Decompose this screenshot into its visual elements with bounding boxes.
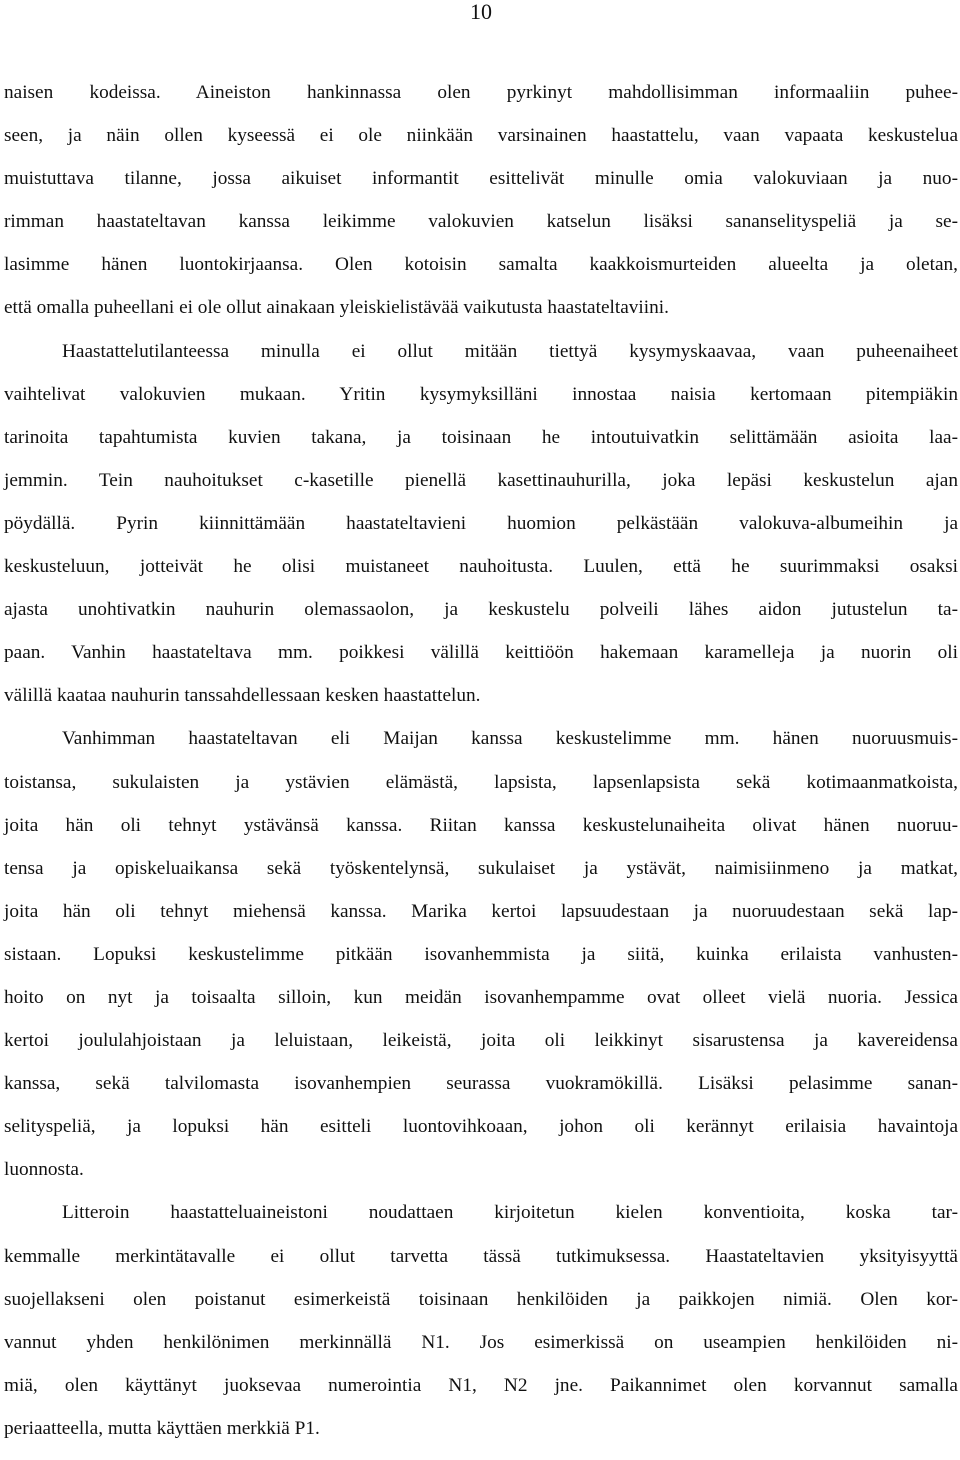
text-line: tensa ja opiskeluaikansa sekä työskentelynsä, sukulaiset ja ystävät, naimisiinmeno ja matkat, <box>4 857 958 879</box>
text-line: kertoi joululahjoistaan ja leluistaan, leikeistä, joita oli leikkinyt sisarustensa ja kavereidensa <box>4 1030 958 1052</box>
text-line: lasimme hänen luontokirjaansa. Olen kotoisin samalta kaakkoismurteiden alueelta ja oletan, <box>4 254 958 276</box>
text-line: vaihtelivat valokuvien mukaan. Yritin kysymyksilläni innostaa naisia kertomaan pitempiäkin <box>4 383 958 405</box>
text-line: miä, olen käyttänyt juoksevaa numerointia N1, N2 jne. Paikannimet olen korvannut samalla <box>4 1374 958 1396</box>
text-line: kanssa, sekä talvilomasta isovanhempien seurassa vuokramökillä. Lisäksi pelasimme sanan- <box>4 1073 958 1095</box>
text-line: ajasta unohtivatkin nauhurin olemassaolon, ja keskustelu polveili lähes aidon jutustelun ta- <box>4 599 958 621</box>
text-line: pöydällä. Pyrin kiinnittämään haastateltavieni huomion pelkästään valokuva-albumeihin ja <box>4 512 958 534</box>
text-line: hoito on nyt ja toisaalta silloin, kun meidän isovanhempamme ovat olleet vielä nuoria. Jessica <box>4 986 958 1008</box>
text-line: selityspeliä, ja lopuksi hän esitteli luontovihkoaan, johon oli kerännyt erilaisia havaintoja <box>4 1116 958 1138</box>
text-line: Vanhimman haastateltavan eli Maijan kanssa keskustelimme mm. hänen nuoruusmuis- <box>62 728 958 750</box>
text-line: seen, ja näin ollen kyseessä ei ole niinkään varsinainen haastattelu, vaan vapaata keskustelua <box>4 125 958 147</box>
text-line: sistaan. Lopuksi keskustelimme pitkään isovanhemmista ja siitä, kuinka erilaista vanhusten- <box>4 943 958 965</box>
text-line: naisen kodeissa. Aineiston hankinnassa olen pyrkinyt mahdollisimman informaaliin puhee- <box>4 82 958 103</box>
text-line: toistansa, sukulaisten ja ystävien elämästä, lapsista, lapsenlapsista sekä kotimaanmatkoista, <box>4 771 958 793</box>
text-line: rimman haastateltavan kanssa leikimme valokuvien katselun lisäksi sananselityspeliä ja se- <box>4 211 958 233</box>
body-text <box>4 71 958 1450</box>
page-number: 10 <box>470 0 492 24</box>
paragraph <box>4 330 958 718</box>
paragraph <box>4 717 958 1191</box>
text-line: luonnosta. <box>4 1159 84 1181</box>
text-line: vannut yhden henkilönimen merkinnällä N1. Jos esimerkissä on useampien henkilöiden ni- <box>4 1331 958 1353</box>
text-line: joita hän oli tehnyt miehensä kanssa. Marika kertoi lapsuudestaan ja nuoruudestaan sekä lap- <box>4 900 958 922</box>
paragraph <box>4 71 958 330</box>
text-line: keskusteluun, jotteivät he olisi muistaneet nauhoitusta. Luulen, että he suurimmaksi osaksi <box>4 556 958 578</box>
text-line: Haastattelutilanteessa minulla ei ollut mitään tiettyä kysymyskaavaa, vaan puheenaiheet <box>62 340 958 362</box>
text-line: välillä kaataa nauhurin tanssahdellessaan kesken haastattelun. <box>4 685 481 707</box>
text-line: Litteroin haastatteluaineistoni noudattaen kirjoitetun kielen konventioita, koska tar- <box>62 1202 958 1224</box>
text-line: paan. Vanhin haastateltava mm. poikkesi välillä keittiöön hakemaan karamelleja ja nuorin oli <box>4 642 958 664</box>
paragraph <box>4 1191 958 1450</box>
text-line: joita hän oli tehnyt ystävänsä kanssa. Riitan kanssa keskustelunaiheita olivat hänen nuoruu- <box>4 814 958 836</box>
text-line: että omalla puheellani ei ole ollut ainakaan yleiskielistävää vaikutusta haastateltaviini. <box>4 297 669 319</box>
text-line: periaatteella, mutta käyttäen merkkiä P1. <box>4 1417 320 1439</box>
text-line: muistuttava tilanne, jossa aikuiset informantit esittelivät minulle omia valokuviaan ja nuo- <box>4 168 958 190</box>
text-line: suojellakseni olen poistanut esimerkeistä toisinaan henkilöiden ja paikkojen nimiä. Olen kor- <box>4 1288 958 1310</box>
text-line: kemmalle merkintätavalle ei ollut tarvetta tässä tutkimuksessa. Haastateltavien yksityisyyttä <box>4 1245 958 1267</box>
text-line: tarinoita tapahtumista kuvien takana, ja toisinaan he intoutuivatkin selittämään asioita laa- <box>4 426 958 448</box>
text-line: jemmin. Tein nauhoitukset c-kasetille pienellä kasettinauhurilla, joka lepäsi keskustelun ajan <box>4 469 958 491</box>
